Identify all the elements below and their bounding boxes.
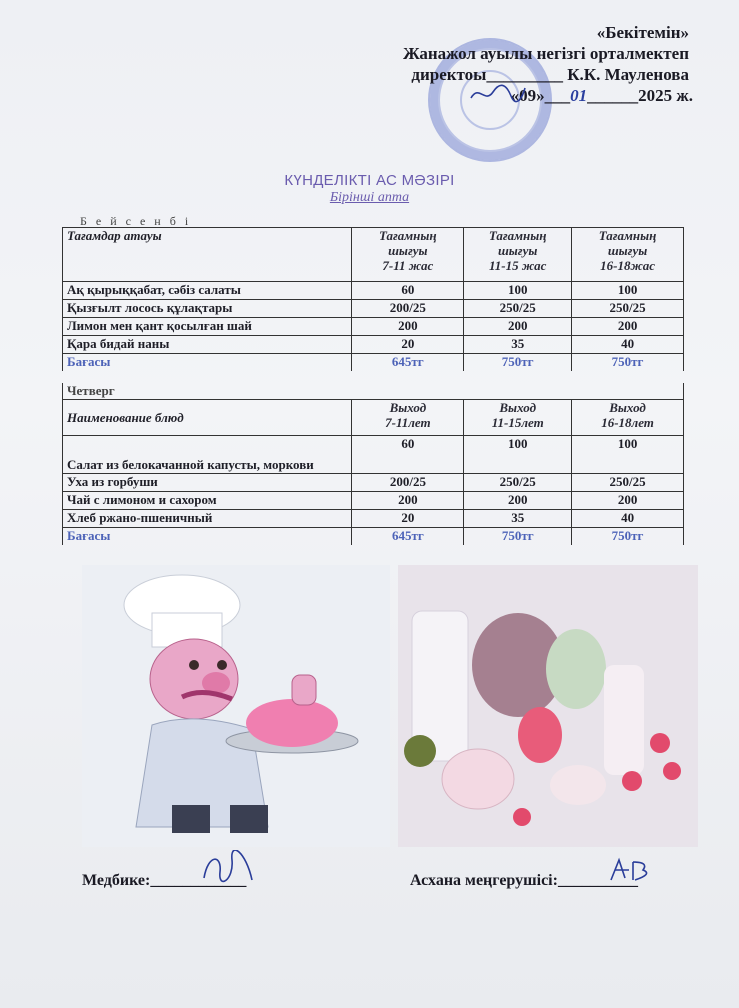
- column-header-2: Выход 11-15лет: [464, 400, 572, 436]
- column-header-1: Тағамның шығуы 7-11 жас: [352, 228, 464, 282]
- day-name-1: Б е й с е н б і: [80, 214, 192, 228]
- column-header-2: Тағамның шығуы 11-15 жас: [464, 228, 572, 282]
- menu-table-2: [62, 383, 684, 545]
- price-row: Бағасы 645тг 750тг 750тг: [63, 528, 684, 545]
- table-row: Салат из белокачанной капусты, моркови 60 100 100: [63, 436, 684, 474]
- menu-title: КҮНДЕЛІКТІ АС МӘЗІРІ: [284, 172, 455, 189]
- director-signature-icon: [467, 80, 527, 108]
- column-header-3: Тағамның шығуы 16-18жас: [572, 228, 684, 282]
- column-header-3: Выход 16-18лет: [572, 400, 684, 436]
- menu-subtitle: Бірінші апта: [329, 190, 410, 205]
- school-name: Жанажол ауылы негізгі орталмектеп: [402, 44, 689, 63]
- column-header-1: Выход 7-11лет: [352, 400, 464, 436]
- nurse-signature-icon: [198, 850, 258, 886]
- approval-block: [402, 22, 693, 106]
- column-header-name: Наименование блюд: [63, 400, 352, 436]
- chef-illustration-icon: [82, 565, 390, 847]
- table-row: Ақ қырыққабат, сәбіз салаты 60 100 100: [63, 282, 684, 300]
- table-row: Чай с лимоном и сахором 200 200 200: [63, 492, 684, 510]
- column-header-name: Тағамдар атауы: [63, 228, 352, 282]
- chef-signature-line: Асхана меңгерушісі:__________: [410, 872, 638, 889]
- director-line: директоы_________ К.К. Мауленова: [411, 65, 689, 84]
- day-name-row: [63, 383, 684, 400]
- table-row: Қара бидай наны 20 35 40: [63, 336, 684, 354]
- table-row: Қызғылт лосось құлақтары 200/25 250/25 250/25: [63, 300, 684, 318]
- food-photo-icon: [398, 565, 698, 847]
- price-row: Бағасы 645тг 750тг 750тг: [63, 354, 684, 371]
- menu-table-1: [62, 227, 684, 371]
- day-name-2: Четверг: [63, 383, 684, 400]
- chef-signature-icon: [605, 856, 655, 884]
- date-line: «09»___01______2025 ж.: [510, 86, 693, 105]
- table-row: Хлеб ржано-пшеничный 20 35 40: [63, 510, 684, 528]
- approve-label: «Бекітемін»: [596, 23, 689, 42]
- table-header-row: [63, 400, 684, 436]
- table-row: Уха из горбуши 200/25 250/25 250/25: [63, 474, 684, 492]
- nurse-signature-line: Медбике:____________: [82, 872, 247, 889]
- table-row: Лимон мен қант қосылған шай 200 200 200: [63, 318, 684, 336]
- table-header-row: [63, 228, 684, 282]
